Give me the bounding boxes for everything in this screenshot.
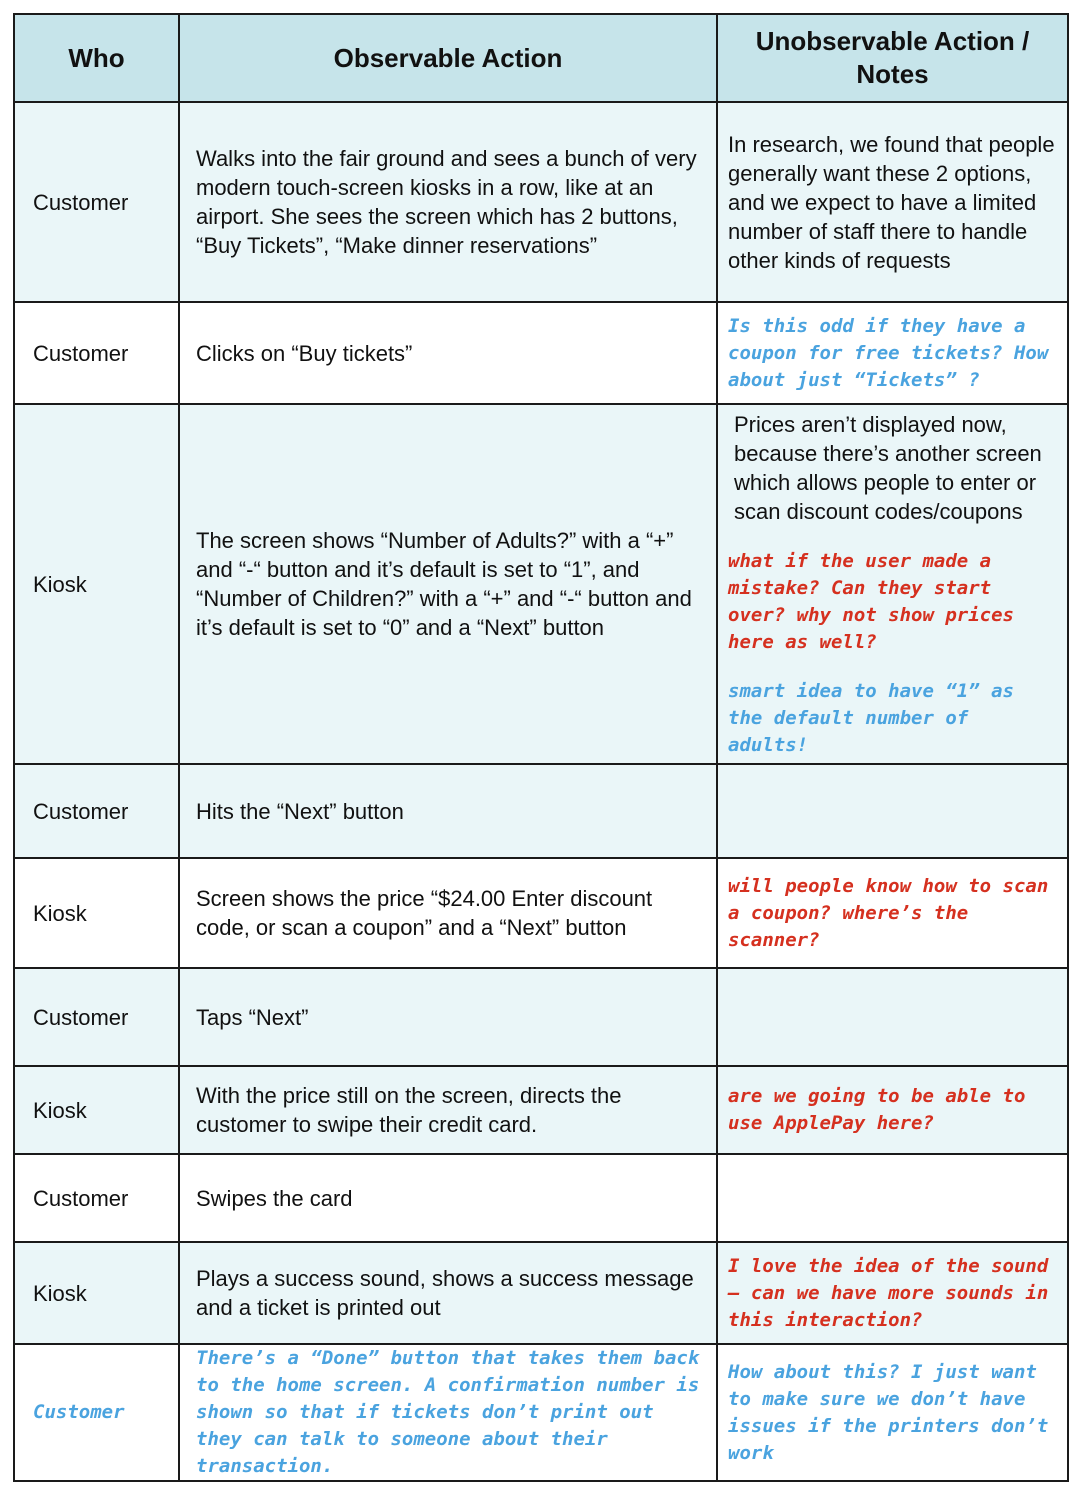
typed-note: Prices aren’t displayed now, because there’s another screen which allows people to enter or scan discount codes/coupons	[734, 411, 1042, 524]
notes-cell	[717, 1344, 1068, 1481]
who-cell: Kiosk	[14, 1066, 179, 1154]
header-who: Who	[14, 14, 179, 102]
table-row	[14, 968, 1068, 1066]
table-row	[14, 858, 1068, 968]
who-cell: Customer	[14, 1154, 179, 1242]
handwritten-note-red: will people know how to scan a coupon? where’s the scanner?	[728, 874, 1049, 951]
notes-cell	[717, 1066, 1068, 1154]
handwritten-action: There’s a “Done” button that takes them back to the home screen. A confirmation number is shown so that if tickets don’t print out they can talk to someone about their transaction.	[196, 1347, 700, 1477]
action-cell: Plays a success sound, shows a success message and a ticket is printed out	[179, 1242, 717, 1344]
who-cell: Customer	[14, 968, 179, 1066]
handwritten-note-red: are we going to be able to use ApplePay here?	[728, 1085, 1026, 1134]
handwritten-note-red: what if the user made a mistake? Can they start over? why not show prices here as well?	[728, 549, 1014, 653]
table-row	[14, 764, 1068, 858]
action-cell	[179, 1344, 717, 1481]
table-row	[14, 1154, 1068, 1242]
notes-cell	[717, 102, 1068, 302]
handwritten-who: Customer	[33, 1401, 125, 1423]
handwritten-note-blue: How about this? I just want to make sure we don’t have issues if the printers don’t work	[728, 1360, 1049, 1464]
action-cell: Hits the “Next” button	[179, 764, 717, 858]
who-cell: Kiosk	[14, 1242, 179, 1344]
who-cell: Customer	[14, 102, 179, 302]
action-cell: With the price still on the screen, directs the customer to swipe their credit card.	[179, 1066, 717, 1154]
notes-cell	[717, 1154, 1068, 1242]
table-row	[14, 404, 1068, 764]
notes-cell	[717, 858, 1068, 968]
notes-cell	[717, 302, 1068, 404]
notes-cell	[717, 1242, 1068, 1344]
header-row	[14, 14, 1068, 102]
handwritten-note-blue: smart idea to have “1” as the default number of adults!	[728, 679, 1014, 756]
who-cell	[14, 1344, 179, 1481]
header-unobservable	[717, 14, 1068, 102]
action-cell: Clicks on “Buy tickets”	[179, 302, 717, 404]
header-observable: Observable Action	[179, 14, 717, 102]
action-cell: Swipes the card	[179, 1154, 717, 1242]
who-cell: Customer	[14, 764, 179, 858]
table-row	[14, 302, 1068, 404]
action-cell: Taps “Next”	[179, 968, 717, 1066]
table-row	[14, 1242, 1068, 1344]
who-cell: Kiosk	[14, 404, 179, 764]
who-cell: Kiosk	[14, 858, 179, 968]
header-unobservable-line2: Notes	[856, 59, 929, 89]
action-cell: The screen shows “Number of Adults?” with a “+” and “-“ button and it’s default is set to “1”, and “Number of Children?” with a “+” and “-“ button and it’s default is set to “0” and a “Next” button	[179, 404, 717, 764]
notes-cell	[717, 404, 1068, 764]
notes-cell	[717, 968, 1068, 1066]
table-row	[14, 1344, 1068, 1481]
table-row	[14, 102, 1068, 302]
handwritten-note-red: I love the idea of the sound — can we have more sounds in this interaction?	[728, 1254, 1049, 1331]
header-unobservable-line1: Unobservable Action /	[755, 26, 1030, 56]
handwritten-note-blue: Is this odd if they have a coupon for free tickets? How about just “Tickets” ?	[728, 314, 1049, 391]
journey-table	[13, 13, 1069, 1482]
typed-note: In research, we found that people generally want these 2 options, and we expect to have a limited number of staff there to handle other kinds of requests	[728, 131, 1055, 273]
table-row	[14, 1066, 1068, 1154]
who-cell: Customer	[14, 302, 179, 404]
action-cell: Screen shows the price “$24.00 Enter discount code, or scan a coupon” and a “Next” button	[179, 858, 717, 968]
action-cell: Walks into the fair ground and sees a bunch of very modern touch-screen kiosks in a row, like at an airport. She sees the screen which has 2 buttons, “Buy Tickets”, “Make dinner reservations”	[179, 102, 717, 302]
notes-cell	[717, 764, 1068, 858]
